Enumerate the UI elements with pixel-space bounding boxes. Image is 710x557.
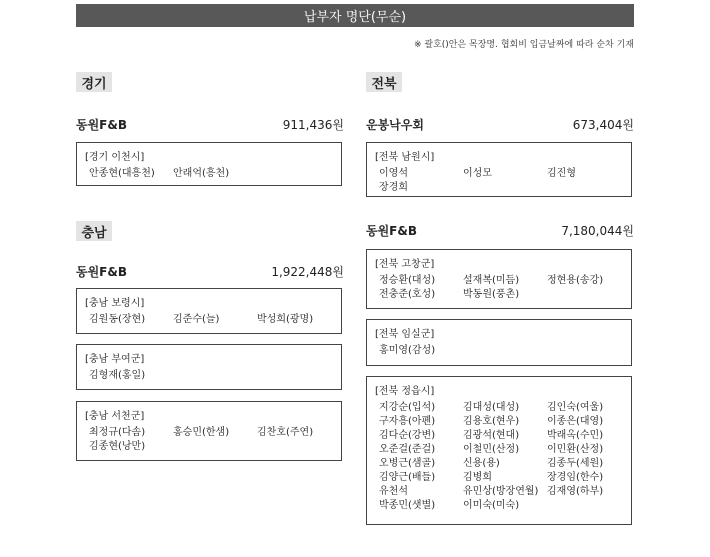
- area-label: [전북 남원시]: [375, 152, 435, 163]
- member-name: 이영석: [379, 168, 408, 179]
- area-label: [경기 이천시]: [85, 152, 145, 163]
- member-names: [85, 313, 333, 326]
- member-name: 김준수(늘): [173, 314, 220, 325]
- donor-amount: 673,404원: [572, 117, 634, 132]
- member-name: 홍승민(한샘): [173, 427, 230, 438]
- member-box: [366, 376, 632, 525]
- member-name: 이종은(대영): [547, 416, 604, 427]
- member-name: 전충준(호성): [379, 289, 436, 300]
- member-names: [375, 274, 623, 301]
- donor-name: 동원F&B: [76, 264, 127, 279]
- member-box: [366, 249, 632, 309]
- donor-name: 동원F&B: [366, 223, 417, 238]
- member-name: 지강순(입석): [379, 402, 436, 413]
- member-name: 이민환(산정): [547, 444, 604, 455]
- member-box: [76, 344, 342, 390]
- member-name: 김대성(대성): [463, 402, 520, 413]
- member-names: [375, 167, 623, 194]
- member-name: 김인숙(여울): [547, 402, 604, 413]
- member-name: 정현용(송강): [547, 275, 604, 286]
- donor-row: [76, 114, 344, 134]
- member-name: 김종현(낭만): [89, 441, 146, 452]
- member-name: 김진형: [547, 168, 576, 179]
- area-label: [전북 고창군]: [375, 259, 435, 270]
- donor-amount: 7,180,044원: [561, 223, 634, 238]
- member-names: [85, 426, 333, 453]
- area-label: [충남 보령시]: [85, 298, 145, 309]
- member-name: 김용호(현우): [463, 416, 520, 427]
- member-names: [85, 167, 333, 180]
- member-name: 유천석: [379, 486, 408, 497]
- member-name: 박종민(샛별): [379, 500, 436, 511]
- member-name: 박래옥(수민): [547, 430, 604, 441]
- area-label: [전북 임실군]: [375, 329, 435, 340]
- member-name: 장경희: [379, 182, 408, 193]
- member-name: 안래억(흥천): [173, 168, 230, 179]
- page-title: 납부자 명단(무순): [76, 4, 634, 27]
- member-name: 홍미영(감성): [379, 345, 436, 356]
- member-name: 김형재(홍일): [89, 370, 146, 381]
- member-box: [366, 319, 632, 366]
- area-label: [충남 서천군]: [85, 411, 145, 422]
- member-name: 박성희(광명): [257, 314, 314, 325]
- member-name: 김광석(현대): [463, 430, 520, 441]
- member-name: 정승환(대성): [379, 275, 436, 286]
- note-text: ※ 괄호()안은 목장명. 협회비 입금날짜에 따라 순차 기재: [413, 40, 634, 50]
- member-name: 구자흥(아폔): [379, 416, 436, 427]
- member-name: 유민상(방장연월): [463, 486, 539, 497]
- member-name: 설재복(미듬): [463, 275, 520, 286]
- member-box: [76, 288, 342, 334]
- donor-name: 운봉낙우회: [366, 117, 424, 132]
- area-label: [전북 정읍시]: [375, 386, 435, 397]
- member-name: 김원동(장현): [89, 314, 146, 325]
- region-label-jeonbuk: 전북: [366, 72, 402, 92]
- member-names: [375, 401, 623, 512]
- area-label: [충남 부여군]: [85, 354, 145, 365]
- member-name: 김다순(강변): [379, 430, 436, 441]
- member-name: 오준걸(준걸): [379, 444, 436, 455]
- member-name: 김병희: [463, 472, 492, 483]
- member-names: [85, 369, 333, 382]
- member-box: [366, 142, 632, 197]
- member-name: 이성모: [463, 168, 492, 179]
- member-name: 최정규(다솜): [89, 427, 146, 438]
- member-name: 신용(용): [463, 458, 500, 469]
- member-name: 박동원(풍촌): [463, 289, 520, 300]
- member-name: 장경임(한수): [547, 472, 604, 483]
- member-box: [76, 142, 342, 186]
- donor-name: 동원F&B: [76, 117, 127, 132]
- region-label-gyeonggi: 경기: [76, 72, 112, 92]
- member-name: 김찬호(주연): [257, 427, 314, 438]
- region-label-chungnam: 충남: [76, 221, 112, 241]
- member-name: 이미숙(미숙): [463, 500, 520, 511]
- donor-row: [76, 261, 344, 281]
- donor-row: [366, 114, 634, 134]
- member-name: 김양근(배들): [379, 472, 436, 483]
- member-name: 안종현(대흥천): [89, 168, 155, 179]
- member-box: [76, 401, 342, 461]
- donor-amount: 911,436원: [282, 117, 344, 132]
- member-name: 오병근(샘골): [379, 458, 436, 469]
- member-name: 김재영(하부): [547, 486, 604, 497]
- member-name: 김종두(세원): [547, 458, 604, 469]
- donor-row: [366, 220, 634, 240]
- member-names: [375, 344, 623, 357]
- member-name: 이철민(산정): [463, 444, 520, 455]
- donor-amount: 1,922,448원: [271, 264, 344, 279]
